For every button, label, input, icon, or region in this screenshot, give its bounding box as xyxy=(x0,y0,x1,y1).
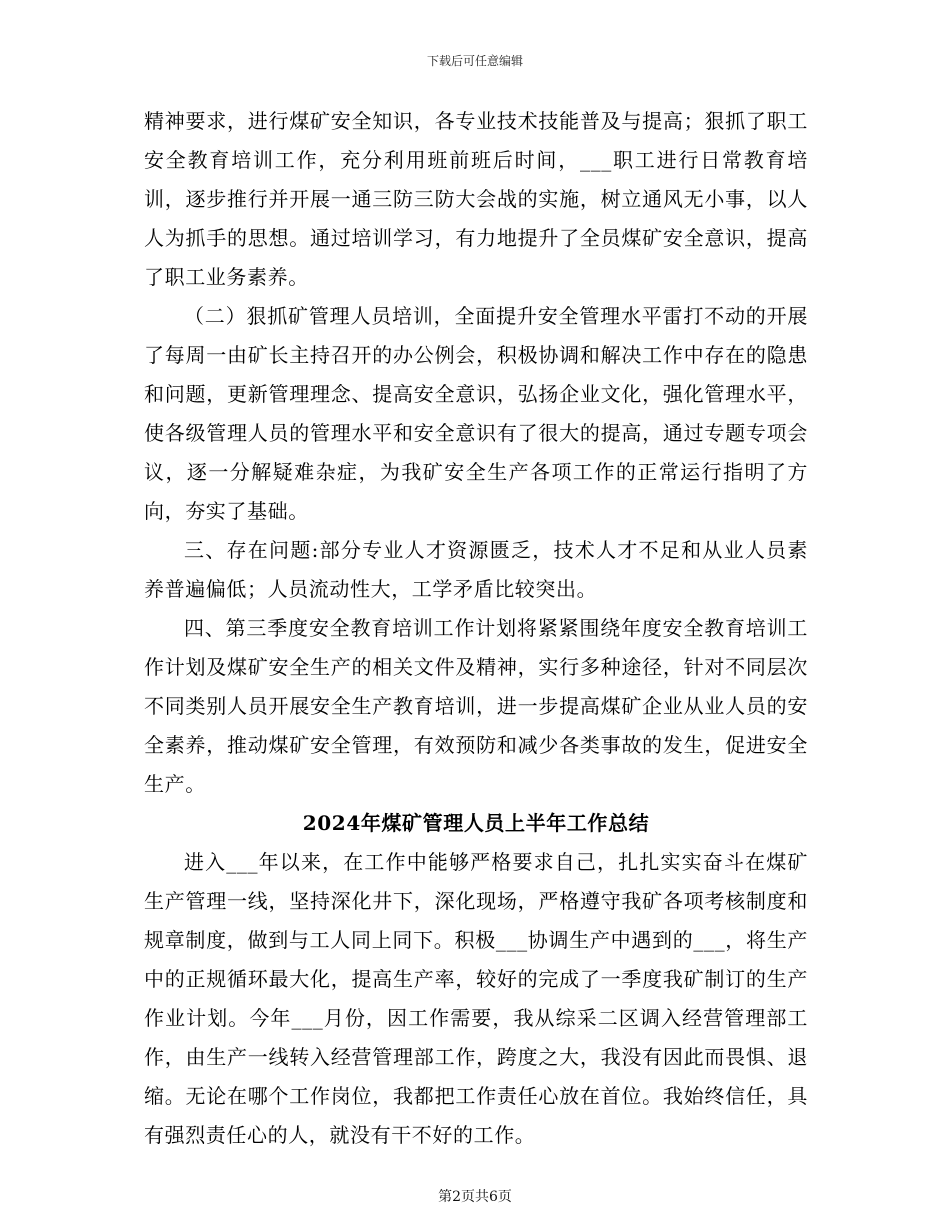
page-number: 第2页共6页 xyxy=(438,1189,512,1205)
paragraph-q3-plan: 四、第三季度安全教育培训工作计划将紧紧围绕年度安全教育培训工作计划及煤矿安全生产的相关文件及精神，实行多种途径，针对不同层次不同类别人员开展安全生产教育培训，进一步提高煤矿企业从业人员的安全素养，推动煤矿安全管理，有效预防和减少各类事故的发生，促进安全生产。 xyxy=(144,616,808,796)
paragraph-continuation: 精神要求，进行煤矿安全知识，各专业技术技能普及与提高；狠抓了职工安全教育培训工作，充分利用班前班后时间，___职工进行日常教育培训，逐步推行并开展一通三防三防大会战的实施，树立通风无小事，以人人为抓手的思想。通过培训学习，有力地提升了全员煤矿安全意识，提高了职工业务素养。 xyxy=(144,109,808,289)
page-header-note: 下载后可任意编辑 xyxy=(426,54,523,68)
section-title: 2024年煤矿管理人员上半年工作总结 xyxy=(302,811,650,835)
document-body xyxy=(144,102,808,1155)
paragraph-summary-intro: 进入___年以来，在工作中能够严格要求自己，扎扎实实奋斗在煤矿生产管理一线，坚持深化井下，深化现场，严格遵守我矿各项考核制度和规章制度，做到与工人同上同下。积极___协调生产中遇到的___，将生产中的正规循环最大化，提高生产率，较好的完成了一季度我矿制订的生产作业计划。今年___月份，因工作需要，我从综采二区调入经营管理部工作，由生产一线转入经营管理部工作，跨度之大，我没有因此而畏惧、退缩。无论在哪个工作岗位，我都把工作责任心放在首位。我始终信任，具有强烈责任心的人，就没有干不好的工作。 xyxy=(144,850,808,1147)
paragraph-existing-problems: 三、存在问题:部分专业人才资源匮乏，技术人才不足和从业人员素养普遍偏低；人员流动性大，工学矛盾比较突出。 xyxy=(144,538,808,601)
paragraph-management-training: （二）狠抓矿管理人员培训，全面提升安全管理水平雷打不动的开展了每周一由矿长主持召开的办公例会，积极协调和解决工作中存在的隐患和问题，更新管理理念、提高安全意识，弘扬企业文化，强化管理水平，使各级管理人员的管理水平和安全意识有了很大的提高，通过专题专项会议，逐一分解疑难杂症，为我矿安全生产各项工作的正常运行指明了方向，夯实了基础。 xyxy=(144,304,808,523)
